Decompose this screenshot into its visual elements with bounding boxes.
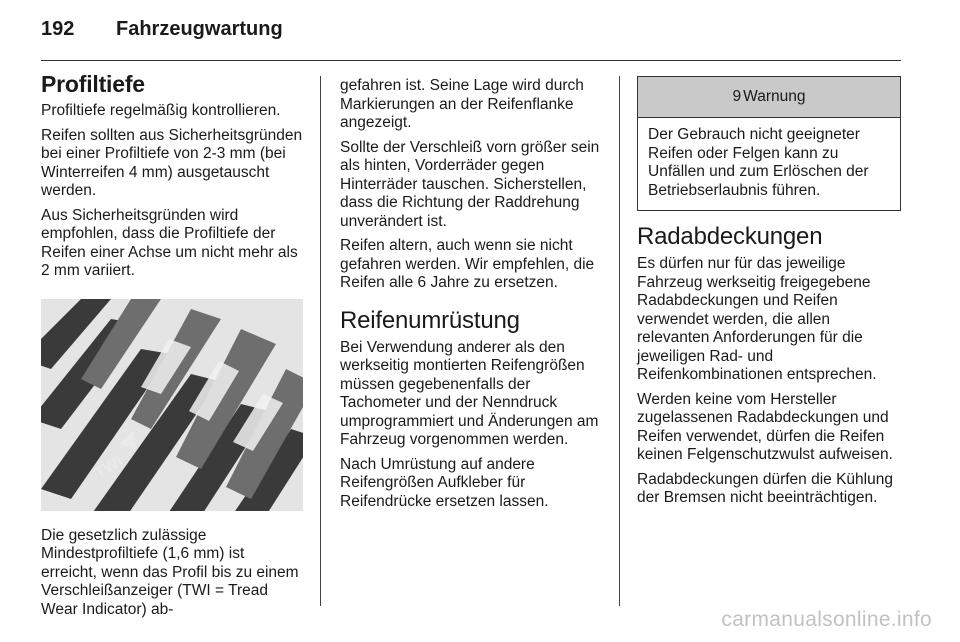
column-2 — [340, 77, 603, 517]
page-number: 192 — [41, 18, 75, 40]
heading-radabdeckungen: Radabdeckungen — [637, 223, 823, 250]
tire-tread-illustration — [41, 299, 303, 511]
paragraph: Profiltiefe regelmäßig kontrollieren. — [41, 102, 281, 119]
paragraph: Aus Sicherheitsgründen wird empfohlen, dass die Profiltiefe der Reifen einer Achse um nicht mehr als 2 mm variiert. — [41, 206, 298, 279]
paragraph: Bei Verwendung anderer als den werkseitig montierten Reifengrößen müssen gegebenenfalls der Tachometer und der Nenndruck umprogrammiert und Änderungen am Fahrzeug vorgenommen werden. — [340, 338, 599, 448]
twi-label: TWI — [92, 451, 126, 482]
paragraph: Reifen sollten aus Sicherheitsgründen bei einer Profiltiefe von 2-3 mm (bei Winterreifen 4 mm) ausgetauscht werden. — [41, 126, 303, 199]
column-divider — [320, 76, 321, 606]
tire-tread-image — [41, 299, 303, 511]
warning-text: Der Gebrauch nicht geeigneter Reifen oder Felgen kann zu Unfällen und zum Erlöschen der Betriebserlaubnis führen. — [648, 126, 869, 199]
paragraph: gefahren ist. Seine Lage wird durch Markierungen an der Reifenflanke angezeigt. — [340, 77, 584, 131]
warning-title: Warnung — [743, 87, 806, 105]
heading-reifenumruestung: Reifenumrüstung — [340, 306, 520, 334]
header-rule — [41, 60, 901, 61]
paragraph: Die gesetzlich zulässige Mindestprofiltiefe (1,6 mm) ist erreicht, wenn das Profil bis zu einem Verschleißanzeiger (TWI = Tread Wear Indicator) ab- — [41, 526, 299, 618]
paragraph: Sollte der Verschleiß vorn größer sein als hinten, Vorderräder gegen Hinterräder tauschen. Sicherstellen, dass die Richtung der Raddrehung unverändert ist. — [340, 138, 600, 230]
paragraph: Werden keine vom Hersteller zugelassenen Radabdeckungen und Reifen verwendet, dürfen die Reifen keinen Felgenschutzwulst aufweisen. — [637, 390, 893, 463]
heading-profiltiefe: Profiltiefe — [41, 71, 145, 97]
column-3 — [637, 76, 901, 514]
paragraph: Nach Umrüstung auf andere Reifengrößen Aufkleber für Reifendrücke ersetzen lassen. — [340, 455, 549, 510]
warning-box — [637, 76, 901, 211]
paragraph: Reifen altern, auch wenn sie nicht gefahren werden. Wir empfehlen, die Reifen alle 6 Jahre zu ersetzen. — [340, 237, 595, 291]
column-divider — [619, 76, 620, 606]
column-1 — [41, 70, 303, 625]
warning-icon: 9 — [732, 87, 742, 105]
paragraph: Radabdeckungen dürfen die Kühlung der Bremsen nicht beeinträchtigen. — [637, 470, 893, 506]
section-title: Fahrzeugwartung — [116, 18, 283, 40]
watermark: carmanualsonline.info — [721, 608, 932, 631]
warning-header — [638, 77, 900, 118]
page-header — [41, 18, 283, 48]
paragraph: Es dürfen nur für das jeweilige Fahrzeug werkseitig freigegebene Radabdeckungen und Reifen verwendet werden, die allen relevanten Anforderungen für die jeweiligen Rad- und Reifenkombinationen entsprechen. — [637, 255, 877, 383]
